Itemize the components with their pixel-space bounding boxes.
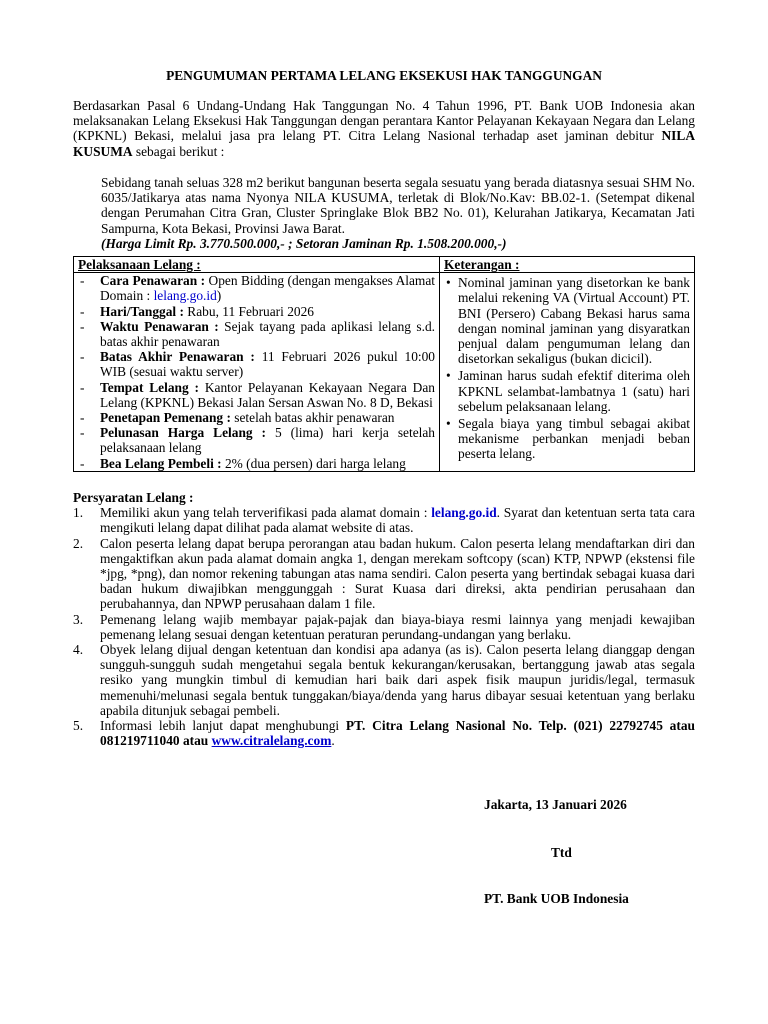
page-title: PENGUMUMAN PERTAMA LELANG EKSEKUSI HAK TANGGUNGAN <box>166 68 602 83</box>
debtor-name: NILA KUSUMA <box>73 128 695 159</box>
schedule-value: 2% (dua persen) dari harga lelang <box>221 455 406 471</box>
schedule-value: setelah batas akhir penawaran <box>230 410 395 426</box>
schedule-value: Sejak tayang pada aplikasi lelang s.d. batas akhir penawaran <box>100 318 435 350</box>
bullet-icon: • <box>446 275 451 291</box>
auction-schedule-list <box>78 273 435 471</box>
requirement-text: Memiliki akun yang telah terverifikasi pada alamat domain : <box>100 505 432 521</box>
schedule-item-deadline <box>78 349 435 379</box>
schedule-value: Kantor Pelayanan Kekayaan Negara Dan Lelang (KPKNL) Bekasi Jalan Sersan Aswan No. 8 D, Bekasi <box>100 379 435 410</box>
requirement-item <box>73 612 695 642</box>
signature-place-date: Jakarta, 13 Januari 2026 <box>484 797 627 812</box>
property-description <box>101 175 695 251</box>
schedule-item-location <box>78 380 435 410</box>
schedule-item-buyer-fee <box>78 456 435 471</box>
schedule-item-bidding-method <box>78 273 435 303</box>
schedule-value: Rabu, 11 Februari 2026 <box>183 303 314 319</box>
schedule-label: Waktu Penawaran : <box>100 318 219 334</box>
schedule-value: Open Bidding (dengan mengakses Alamat Domain : <box>100 273 435 304</box>
requirement-item <box>73 642 695 718</box>
bullet-icon: • <box>446 368 451 384</box>
property-text: Sebidang tanah seluas 328 m2 berikut bangunan beserta segala sesuatu yang berada diatasnya sesuai SHM No. 6035/Jatikarya atas nama Nyonya NILA KUSUMA, terletak di Blok/No.Kav: BB.02-1. (Setempat dikenal dengan Perumahan Citra Gran, Cluster Springlake Blok BB2 No. 01), Kelurahan Jatikarya, Kecamatan Jati Sampurna, Kota Bekasi, Provinsi Jawa Barat. <box>101 175 695 236</box>
lelang-link[interactable]: lelang.go.id <box>153 288 217 304</box>
note-text: Nominal jaminan yang disetorkan ke bank melalui rekening VA (Virtual Account) PT. BNI (Persero) Cabang Bekasi harus sama dengan nominal jaminan yang disyaratkan penjual dalam pengumuman lelang dan disetorkan sekaligus (bukan dicicil). <box>458 275 690 367</box>
requirement-number: 2. <box>73 535 84 551</box>
requirement-text: Calon peserta lelang dapat berupa perorangan atau badan hukum. Calon peserta lelang mendaftarkan diri dan mengaktifkan akun pada alamat domain angka 1, dengan merekam softcopy (scan) KTP, NPWP (ekstensi file *jpg, *png), dan nomor rekening tabungan atas nama sendiri. Calon peserta yang bertindak sebagai kuasa dari badan hukum diwajibkan menggunggah : Surat Kuasa dari direksi, akta pendirian perusahaan dan perubahannya, dan NPWP perusahaan dalam 1 file. <box>100 535 695 612</box>
note-item <box>444 416 690 462</box>
requirement-text: Informasi lebih lanjut dapat menghubungi <box>100 718 346 734</box>
schedule-label: Bea Lelang Pembeli : <box>100 455 222 471</box>
requirement-number: 1. <box>73 505 84 521</box>
intro-suffix: sebagai berikut : <box>132 143 225 159</box>
auction-schedule-header-cell <box>74 257 440 273</box>
requirement-text-tail: . <box>331 733 335 749</box>
auction-schedule-cell <box>74 273 440 472</box>
schedule-item-date <box>78 304 435 319</box>
requirement-item <box>73 536 695 612</box>
bullet-icon: • <box>446 416 451 432</box>
requirements-list <box>73 505 695 748</box>
requirement-item <box>73 505 695 535</box>
signature-ttd: Ttd <box>551 845 572 860</box>
notes-header-cell <box>440 257 695 273</box>
requirements-header: Persyaratan Lelang : <box>73 490 194 505</box>
schedule-label: Cara Penawaran : <box>100 273 206 289</box>
auction-schedule-header: Pelaksanaan Lelang : <box>78 257 201 272</box>
requirement-number: 3. <box>73 611 84 627</box>
schedule-value: 5 (lima) hari kerja setelah pelaksanaan lelang <box>100 425 435 456</box>
schedule-item-payment <box>78 425 435 455</box>
requirement-text: Pemenang lelang wajib membayar pajak-pajak dan biaya-biaya resmi lainnya yang menjadi kewajiban pemenang lelang sesuai dengan ketentuan peraturan perundang-undangan yang berlaku. <box>100 611 695 642</box>
note-text: Segala biaya yang timbul sebagai akibat mekanisme perbankan menjadi beban peserta lelang. <box>458 416 690 462</box>
signature-company: PT. Bank UOB Indonesia <box>484 891 629 906</box>
schedule-item-bidding-time <box>78 319 435 349</box>
requirements-section <box>73 490 695 748</box>
requirement-text-tail: . Syarat dan ketentuan serta tata cara mengikuti lelang dapat dilihat pada alamat website di atas. <box>100 505 695 536</box>
requirement-item <box>73 718 695 748</box>
schedule-value-tail: ) <box>216 288 222 304</box>
note-item <box>444 368 690 414</box>
intro-paragraph <box>73 98 695 159</box>
price-line: (Harga Limit Rp. 3.770.500.000,- ; Setoran Jaminan Rp. 1.508.200.000,-) <box>101 235 507 251</box>
note-item <box>444 275 690 366</box>
citralelang-link[interactable]: www.citralelang.com <box>211 733 332 749</box>
notes-list <box>444 275 690 461</box>
note-text: Jaminan harus sudah efektif diterima oleh KPKNL selambat-lambatnya 1 (satu) hari sebelum pelaksanaan lelang. <box>458 368 690 414</box>
schedule-item-winner <box>78 410 435 425</box>
requirement-number: 5. <box>73 718 84 734</box>
requirement-text: Obyek lelang dijual dengan ketentuan dan kondisi apa adanya (as is). Calon peserta lelang dianggap dengan sungguh-sungguh sudah mengetahui segala bentuk kekurangan/kerusakan, bertanggung jawab atas segala resiko yang mungkin timbul di kemudian hari baik dari aspek fisik maupun juridis/legal, termasuk memenuhi/melunasi segala bentuk tunggakan/biaya/denda yang harus dibayar sesuai ketentuan yang berlaku apabila ditunjuk sebagai pembeli. <box>100 642 695 718</box>
requirement-number: 4. <box>73 642 84 658</box>
notes-cell <box>440 273 695 472</box>
lelang-link[interactable]: lelang.go.id <box>431 505 497 521</box>
schedule-label: Batas Akhir Penawaran : <box>100 349 255 365</box>
notes-header: Keterangan : <box>444 257 520 272</box>
intro-text: Berdasarkan Pasal 6 Undang-Undang Hak Tanggungan No. 4 Tahun 1996, PT. Bank UOB Indonesia akan melaksanakan Lelang Eksekusi Hak Tanggungan dengan perantara Kantor Pelayanan Kekayaan Negara dan Lelang (KPKNL) Bekasi, melalui jasa pra lelang PT. Citra Lelang Nasional terhadap aset jaminan debitur <box>73 98 695 144</box>
schedule-label: Penetapan Pemenang : <box>100 410 231 426</box>
schedule-label: Hari/Tanggal : <box>100 303 184 319</box>
schedule-value: 11 Februari 2026 pukul 10:00 WIB (sesuai waktu server) <box>100 349 435 380</box>
schedule-label: Tempat Lelang : <box>100 379 200 395</box>
auction-table <box>73 256 695 472</box>
contact-info: PT. Citra Lelang Nasional No. Telp. (021) 22792745 atau 081219711040 atau <box>100 718 695 749</box>
schedule-label: Pelunasan Harga Lelang : <box>100 425 267 441</box>
